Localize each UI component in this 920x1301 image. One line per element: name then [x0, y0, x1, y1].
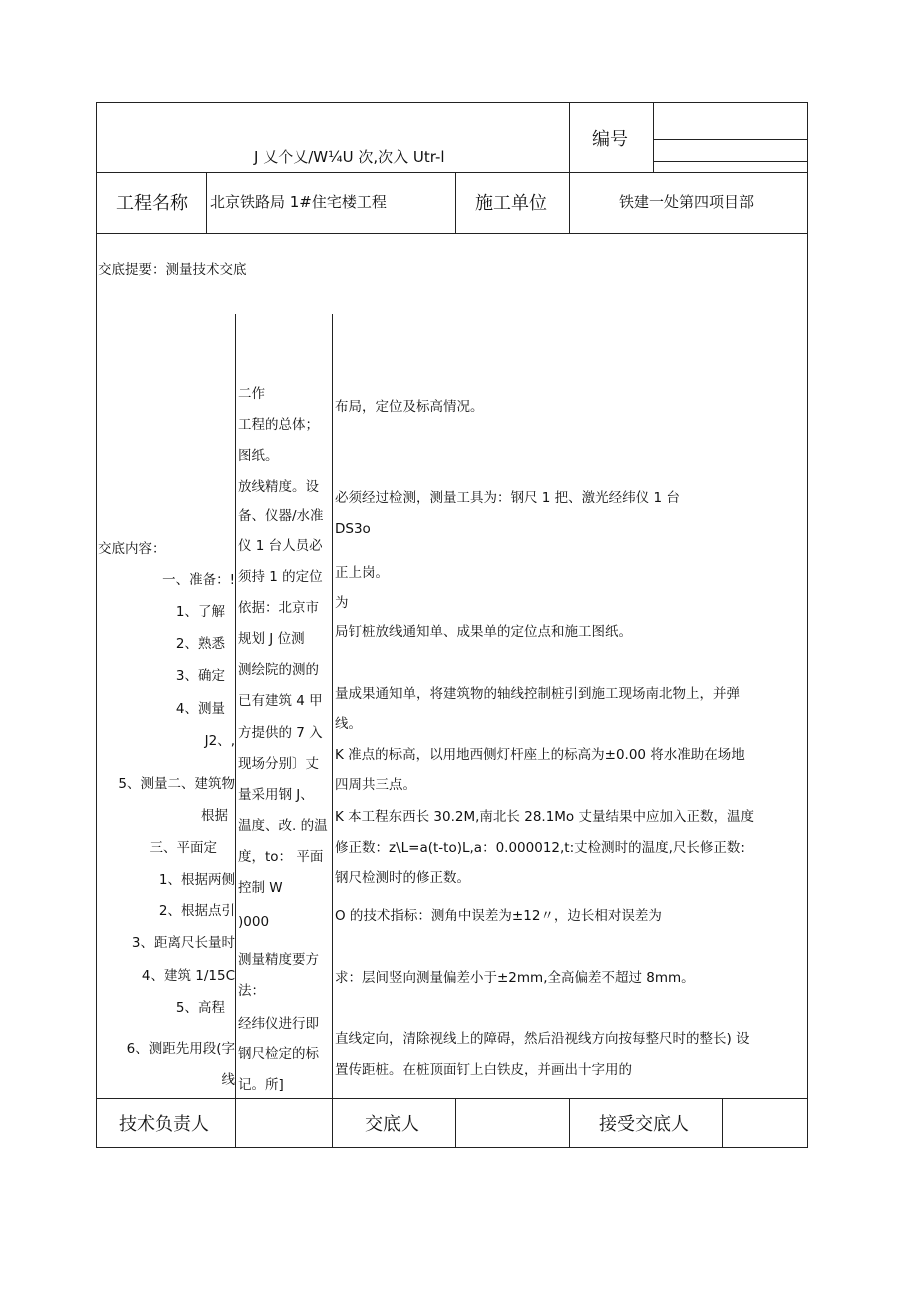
middle-line: 图纸。	[238, 448, 279, 464]
construction-unit-value: 铁建一处第四项目部	[619, 193, 755, 211]
list-item: 3、确定	[175, 668, 225, 684]
tech-lead-label: 技术负责人	[119, 1114, 209, 1135]
project-name-value: 北京铁路局 1#住宅楼工程	[210, 193, 387, 211]
middle-line: 须持 1 的定位	[238, 569, 323, 585]
middle-line: 测量精度要方	[238, 952, 319, 968]
right-line: 钢尺检测时的修正数。	[335, 870, 470, 886]
header-divider-1	[569, 102, 570, 172]
middle-line: 经纬仪进行即	[238, 1016, 319, 1032]
list-item: 4、建筑 1/15C	[141, 968, 235, 984]
list-item: 根据	[201, 808, 228, 824]
document-title: J 乂个乂/W¼U 次,次入 Utr-l	[254, 148, 445, 166]
list-item: 2、熟悉	[175, 636, 225, 652]
right-line: K 准点的标高，以用地西侧灯杆座上的标高为±0.00 将水准助在场地	[335, 747, 745, 763]
right-line: 求：层间竖向测量偏差小于±2mm,全高偏差不超过 8mm。	[335, 970, 695, 986]
middle-line: 量采用钢 J、	[238, 787, 314, 803]
number-cell-line-2	[653, 161, 808, 162]
footer-divider-3	[455, 1098, 456, 1147]
list-item: 3、距离尺长量时	[131, 935, 235, 951]
right-line: DS3o	[335, 521, 371, 537]
list-item: 5、测量二、建筑物	[118, 776, 235, 792]
middle-line: 依据：北京市	[238, 600, 319, 616]
right-line: 直线定向，清除视线上的障碍，然后沿视线方向按每整尺时的整长) 设	[335, 1031, 750, 1047]
middle-line: 工程的总体；	[238, 417, 319, 433]
right-line: 线。	[335, 716, 362, 732]
middle-line: 二作	[238, 386, 265, 402]
list-item: 一、准备：!	[162, 572, 235, 588]
row-divider-3	[96, 1098, 808, 1099]
right-line: 布局，定位及标高情况。	[335, 399, 484, 415]
middle-line: 度，to： 平面	[238, 849, 324, 865]
middle-line: 记。所]	[238, 1077, 284, 1093]
middle-line: 钢尺检定的标	[238, 1046, 319, 1062]
list-item: 1、了解	[175, 604, 225, 620]
briefing-summary: 交底提要：测量技术交底	[98, 262, 247, 278]
right-line: K 本工程东西长 30.2M,南北长 28.1Mo 丈量结果中应加入正数，温度	[335, 809, 754, 825]
footer-divider-4	[569, 1098, 570, 1147]
right-line: 修正数：z\L=a(t-to)L,a：0.000012,t:丈检测时的温度,尺长修正数:	[335, 840, 745, 856]
middle-line: )000	[238, 914, 270, 930]
number-label: 编号	[592, 129, 628, 150]
right-line: 四周共三点。	[335, 777, 416, 793]
list-item: 三、平面定	[149, 840, 217, 856]
right-line: 置传距桩。在桩顶面钉上白铁皮，并画出十字用的	[335, 1062, 632, 1078]
table-left-border	[96, 102, 97, 1147]
info-divider-3	[569, 172, 570, 233]
info-divider-2	[455, 172, 456, 233]
right-line: 局钉桩放线通知单、成果单的定位点和施工图纸。	[335, 624, 632, 640]
row-divider-2	[96, 233, 808, 234]
list-item: 4、测量	[175, 701, 225, 717]
header-divider-2	[653, 102, 654, 172]
middle-line: 仪 1 台人员必	[238, 538, 323, 554]
right-line: 必须经过检测，测量工具为：钢尺 1 把、激光经纬仪 1 台	[335, 490, 680, 506]
content-col-divider-2	[332, 314, 333, 1098]
right-line: 为	[335, 595, 349, 611]
right-line: O 的技术指标：测角中误差为±12〃，边长相对误差为	[335, 908, 662, 924]
middle-line: 方提供的 7 入	[238, 725, 323, 741]
middle-line: 规划 J 位测	[238, 631, 305, 647]
middle-line: 控制 W	[238, 880, 283, 896]
list-item: 线	[221, 1072, 235, 1088]
list-item: 2、根据点引	[158, 903, 235, 919]
right-line: 正上岗。	[335, 565, 389, 581]
right-line: 量成果通知单，将建筑物的轴线控制桩引到施工现场南北物上，并弹	[335, 686, 740, 702]
list-item: 5、高程	[175, 1000, 225, 1016]
footer-divider-2	[332, 1098, 333, 1147]
receiver-label: 接受交底人	[599, 1114, 689, 1135]
footer-divider-1	[235, 1098, 236, 1147]
footer-divider-5	[722, 1098, 723, 1147]
table-right-border	[807, 102, 808, 1147]
list-item: J2、,	[204, 733, 235, 749]
list-item: 1、根据两侧	[158, 872, 235, 888]
middle-line: 放线精度。设	[238, 479, 319, 495]
number-cell-line-1	[653, 139, 808, 140]
middle-line: 测绘院的测的	[238, 662, 319, 678]
briefing-content-label: 交底内容：	[98, 541, 166, 557]
row-divider-1	[96, 172, 808, 173]
construction-unit-label: 施工单位	[475, 193, 547, 214]
middle-line: 法：	[238, 983, 265, 999]
info-divider-1	[206, 172, 207, 233]
middle-line: 已有建筑 4 甲	[238, 693, 323, 709]
table-top-border	[96, 102, 808, 103]
middle-line: 温度、改. 的温	[238, 818, 328, 834]
table-bottom-border	[96, 1147, 808, 1148]
project-name-label: 工程名称	[116, 193, 188, 214]
presenter-label: 交底人	[365, 1114, 419, 1135]
list-item: 6、测距先用段(字	[126, 1041, 235, 1057]
content-col-divider-1	[235, 314, 236, 1098]
middle-line: 现场分别〕丈	[238, 756, 319, 772]
middle-line: 备、仪器/水准	[238, 508, 324, 524]
